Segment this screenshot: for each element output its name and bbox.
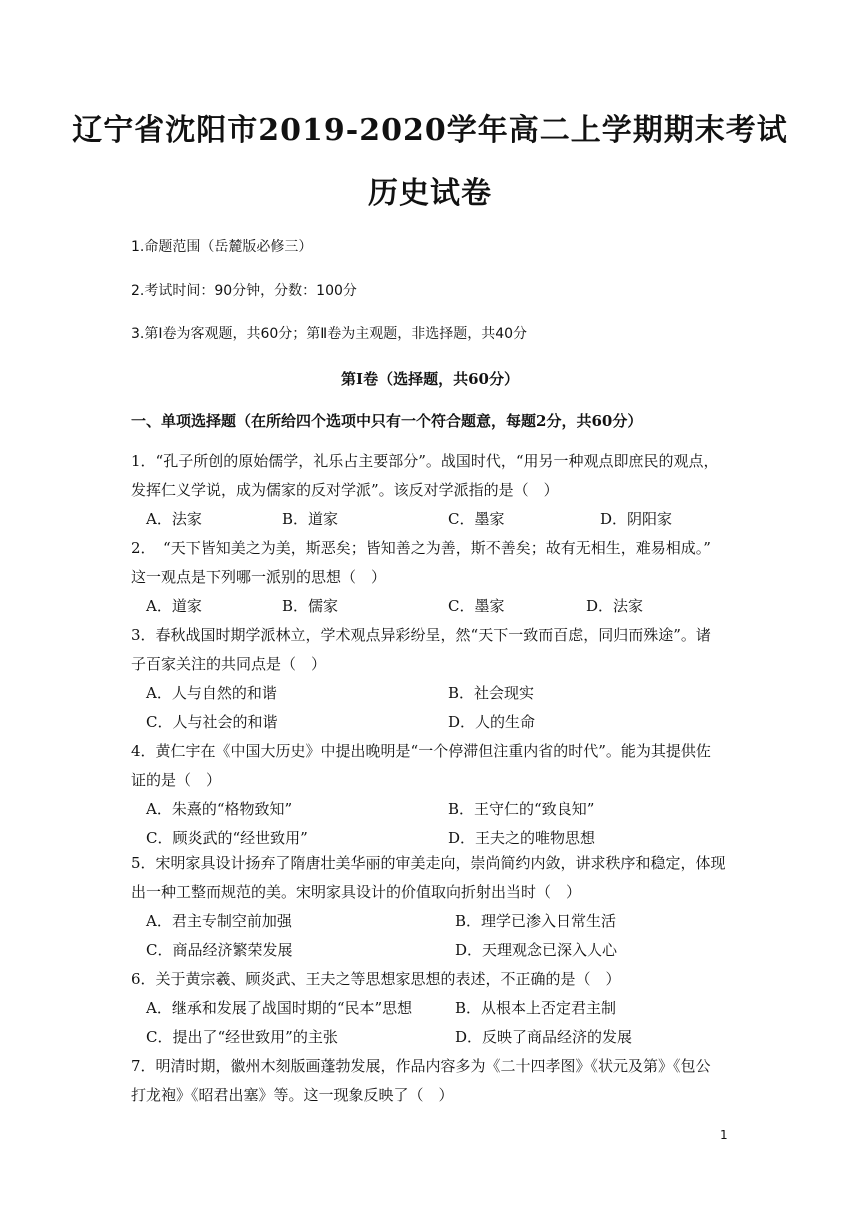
note-time: 2.考试时间：90分钟，分数：100分 xyxy=(131,283,357,299)
question-1-option-d: D．阴阳家 xyxy=(600,510,673,528)
question-6-option-b: B．从根本上否定君主制 xyxy=(455,999,617,1017)
question-3-line-1: 3．春秋战国时期学派林立，学术观点异彩纷呈，然“天下一致而百虑，同归而殊途”。诸 xyxy=(131,626,711,644)
question-2-line-2: 这一观点是下列哪一派别的思想（ ） xyxy=(131,568,387,586)
question-1-line-1: 1．“孔子所创的原始儒学，礼乐占主要部分”。战国时代，“用另一种观点即庶民的观点， xyxy=(131,452,719,470)
question-2-line-1: 2． “天下皆知美之为美，斯恶矣；皆知善之为善，斯不善矣；故有无相生，难易相成。” xyxy=(131,539,711,557)
question-1-option-b: B．道家 xyxy=(282,510,339,528)
question-6-option-d: D．反映了商品经济的发展 xyxy=(455,1028,633,1046)
question-3-option-a: A．人与自然的和谐 xyxy=(146,684,277,702)
question-1-line-2: 发挥仁义学说，成为儒家的反对学派”。该反对学派指的是（ ） xyxy=(131,481,559,499)
question-6-line-1: 6．关于黄宗羲、顾炎武、王夫之等思想家思想的表述，不正确的是（ ） xyxy=(131,970,621,988)
question-1-option-c: C．墨家 xyxy=(448,510,505,528)
question-5-option-b: B．理学已渗入日常生活 xyxy=(455,912,617,930)
question-7-line-2: 打龙袍》《昭君出塞》等。这一现象反映了（ ） xyxy=(131,1086,454,1104)
question-6-option-a: A．继承和发展了战国时期的“民本”思想 xyxy=(146,999,413,1017)
question-4-option-a: A．朱熹的“格物致知” xyxy=(146,800,293,818)
question-4-option-b: B．王守仁的“致良知” xyxy=(448,800,595,818)
question-4-line-2: 证的是（ ） xyxy=(131,771,222,789)
question-2-option-c: C．墨家 xyxy=(448,597,505,615)
question-5-option-a: A．君主专制空前加强 xyxy=(146,912,292,930)
question-7-line-1: 7．明清时期，徽州木刻版画蓬勃发展，作品内容多为《二十四孝图》《状元及第》《包公 xyxy=(131,1057,711,1075)
question-3-option-c: C．人与社会的和谐 xyxy=(146,713,278,731)
question-5-line-1: 5．宋明家具设计扬弃了隋唐壮美华丽的审美走向，崇尚简约内敛，讲求秩序和稳定，体现 xyxy=(131,854,726,872)
question-5-option-c: C．商品经济繁荣发展 xyxy=(146,941,293,959)
part-title: 一、单项选择题（在所给四个选项中只有一个符合题意，每题2分，共60分） xyxy=(131,412,643,430)
page-title: 辽宁省沈阳市2019-2020学年高二上学期期末考试 xyxy=(72,113,788,148)
question-5-line-2: 出一种工整而规范的美。宋明家具设计的价值取向折射出当时（ ） xyxy=(131,883,582,901)
question-4-option-c: C．顾炎武的“经世致用” xyxy=(146,829,308,847)
question-5-option-d: D．天理观念已深入人心 xyxy=(455,941,618,959)
question-6-option-c: C．提出了“经世致用”的主张 xyxy=(146,1028,338,1046)
question-2-option-b: B．儒家 xyxy=(282,597,339,615)
note-structure: 3.第Ⅰ卷为客观题，共60分；第Ⅱ卷为主观题，非选择题，共40分 xyxy=(131,326,528,342)
question-3-option-d: D．人的生命 xyxy=(448,713,536,731)
question-1-option-a: A．法家 xyxy=(146,510,202,528)
section-title: 第Ⅰ卷（选择题，共60分） xyxy=(341,370,519,388)
note-scope: 1.命题范围（岳麓版必修三） xyxy=(131,239,313,255)
page-subtitle: 历史试卷 xyxy=(368,176,492,211)
question-3-line-2: 子百家关注的共同点是（ ） xyxy=(131,655,327,673)
question-4-option-d: D．王夫之的唯物思想 xyxy=(448,829,596,847)
question-2-option-a: A．道家 xyxy=(146,597,202,615)
question-3-option-b: B．社会现实 xyxy=(448,684,535,702)
question-2-option-d: D．法家 xyxy=(586,597,644,615)
page-number: 1 xyxy=(720,1128,728,1142)
question-4-line-1: 4．黄仁宇在《中国大历史》中提出晚明是“一个停滞但注重内省的时代”。能为其提供佐 xyxy=(131,742,711,760)
